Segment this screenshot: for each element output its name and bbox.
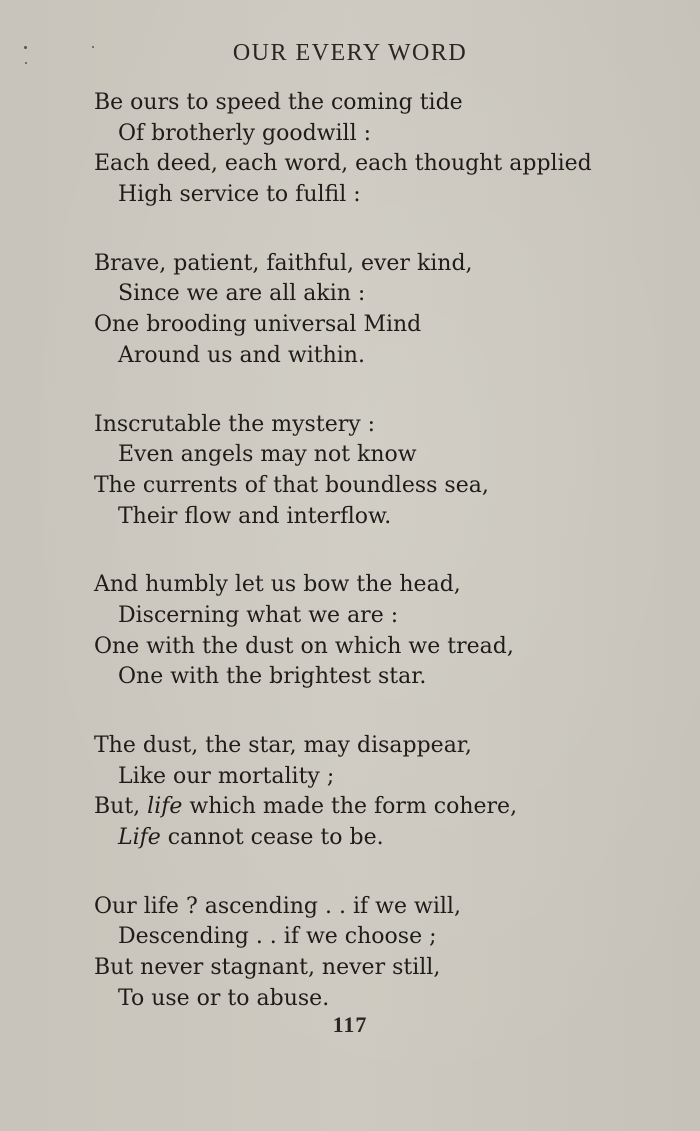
poem-line: Their flow and interflow. bbox=[118, 503, 392, 529]
italic-word: life bbox=[147, 794, 183, 820]
stanza bbox=[94, 892, 674, 1015]
poem-line: Like our mortality ; bbox=[118, 763, 335, 789]
italic-word: Life bbox=[118, 825, 161, 851]
poem-line: To use or to abuse. bbox=[118, 985, 330, 1011]
line-text: But, bbox=[94, 794, 148, 820]
poem-line: Even angels may not know bbox=[118, 442, 417, 468]
stanza bbox=[94, 88, 674, 211]
poem-line: Discerning what we are : bbox=[118, 602, 399, 628]
poem-line: Each deed, each word, each thought applied bbox=[94, 151, 592, 177]
running-head: OUR EVERY WORD bbox=[232, 40, 468, 66]
poem bbox=[94, 88, 674, 1015]
poem-line: High service to fulfil : bbox=[118, 182, 361, 208]
poem-line: One with the brightest star. bbox=[118, 664, 427, 690]
poem-line: One with the dust on which we tread, bbox=[94, 633, 514, 659]
poem-line: But never stagnant, never still, bbox=[94, 955, 441, 981]
line-text: cannot cease to be. bbox=[160, 825, 384, 851]
stanza bbox=[94, 731, 674, 854]
poem-line: The dust, the star, may disappear, bbox=[94, 733, 472, 758]
page-number: 117 bbox=[332, 1012, 368, 1037]
poem-line: The currents of that boundless sea, bbox=[94, 472, 489, 498]
poem-line bbox=[94, 823, 674, 854]
line-text: which made the form cohere, bbox=[182, 794, 518, 820]
poem-line: Inscrutable the mystery : bbox=[94, 411, 376, 437]
poem-line: Descending . . if we choose ; bbox=[118, 924, 437, 950]
stanza bbox=[94, 410, 674, 533]
poem-line: Brave, patient, faithful, ever kind, bbox=[94, 250, 473, 276]
stanza bbox=[94, 570, 674, 693]
poem-line: One brooding universal Mind bbox=[94, 312, 422, 338]
poem-line: Our life ? ascending . . if we will, bbox=[94, 893, 461, 919]
poem-line: Around us and within. bbox=[118, 342, 365, 368]
poem-line bbox=[94, 792, 674, 823]
poem-line: Of brotherly goodwill : bbox=[118, 120, 372, 146]
poem-line: And humbly let us bow the head, bbox=[94, 572, 461, 598]
poem-line: Since we are all akin : bbox=[118, 281, 366, 307]
poem-line: Be ours to speed the coming tide bbox=[94, 90, 463, 115]
stanza bbox=[94, 249, 674, 372]
